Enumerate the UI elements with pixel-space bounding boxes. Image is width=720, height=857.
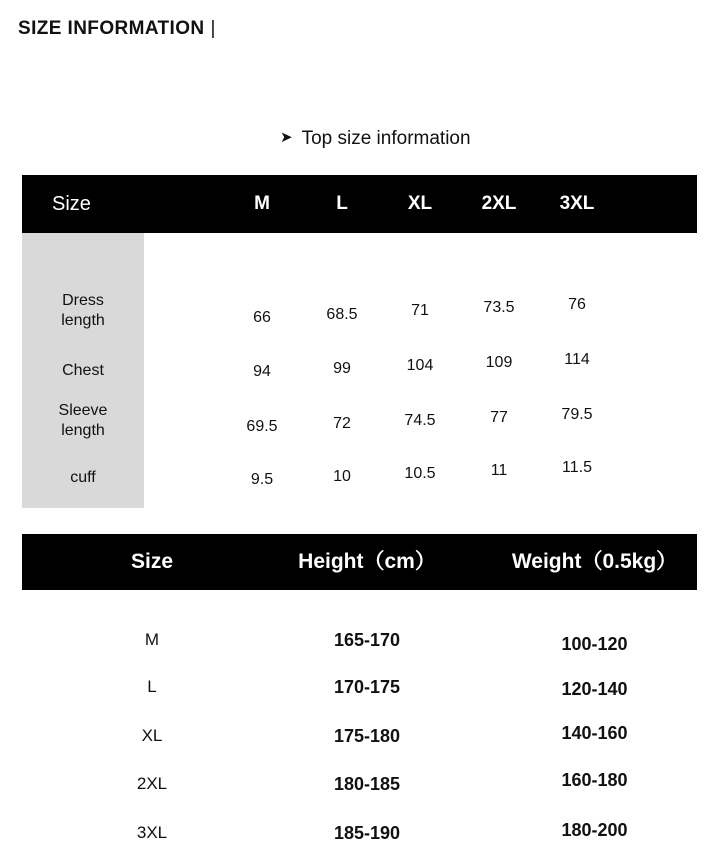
- cell-weight-3xl: 180-200: [561, 820, 628, 840]
- top-size-cell-sleeve-2xl: 77: [490, 409, 508, 426]
- top-size-cell-cuff-l: 10: [333, 468, 351, 485]
- top-size-table-body: [22, 233, 697, 508]
- size-height-weight-table: [22, 534, 697, 843]
- top-size-row-label-dress-length: Dress length: [61, 292, 105, 329]
- cell-height-m: 165-170: [333, 630, 401, 650]
- top-size-cell-sleeve-l: 72: [333, 415, 351, 432]
- top-size-col-xl: XL: [407, 193, 433, 214]
- section-caption-text: Top size information: [301, 128, 471, 149]
- top-size-table-header-row: [22, 175, 697, 233]
- table-row: [22, 712, 697, 760]
- page-title: [18, 18, 216, 40]
- top-size-cell-chest-3xl: 114: [564, 351, 590, 368]
- arrow-bullet-icon: ➤: [280, 129, 293, 146]
- top-size-cell-sleeve-m: 69.5: [246, 418, 278, 435]
- section-caption: [280, 128, 471, 150]
- top-size-row-label-chest: Chest: [62, 362, 104, 379]
- cell-weight-2xl: 160-180: [561, 770, 628, 790]
- cell-size-xl: XL: [141, 726, 163, 745]
- cell-weight-xl: 140-160: [561, 723, 628, 743]
- top-size-row-label-cuff: cuff: [70, 469, 96, 486]
- page-title-bar: |: [210, 18, 216, 39]
- cell-size-l: L: [147, 677, 157, 696]
- top-size-col-3xl: 3XL: [559, 193, 595, 214]
- cell-weight-l: 120-140: [561, 679, 628, 699]
- col-header-weight: Weight（0.5kg）: [511, 550, 678, 573]
- top-size-cell-cuff-3xl: 11.5: [562, 459, 592, 476]
- page-title-text: SIZE INFORMATION: [18, 18, 205, 39]
- top-size-cell-chest-l: 99: [333, 360, 351, 377]
- cell-height-l: 170-175: [333, 677, 401, 697]
- cell-size-2xl: 2XL: [136, 774, 168, 793]
- top-size-cell-sleeve-xl: 74.5: [404, 412, 436, 429]
- cell-size-3xl: 3XL: [136, 823, 168, 842]
- cell-height-xl: 175-180: [333, 726, 401, 746]
- top-size-cell-chest-2xl: 109: [485, 354, 513, 371]
- top-size-cell-cuff-xl: 10.5: [404, 465, 436, 482]
- table-row: [22, 663, 697, 711]
- size-height-weight-header-row: [22, 534, 697, 590]
- top-size-cell-cuff-m: 9.5: [250, 471, 274, 488]
- top-size-cell-dress-3xl: 76: [568, 296, 586, 313]
- top-size-cell-chest-m: 94: [253, 363, 271, 380]
- col-header-height: Height（cm）: [298, 550, 436, 573]
- top-size-cell-sleeve-3xl: 79.5: [561, 406, 593, 423]
- top-size-table: [22, 175, 697, 508]
- top-size-cell-cuff-2xl: 11: [490, 462, 508, 479]
- top-size-cell-chest-xl: 104: [406, 357, 434, 374]
- cell-height-2xl: 180-185: [333, 774, 401, 794]
- top-size-cell-dress-m: 66: [253, 309, 271, 326]
- table-row: [22, 809, 697, 857]
- top-size-col-m: M: [254, 193, 270, 214]
- top-size-table-corner-label: Size: [52, 193, 91, 215]
- top-size-col-2xl: 2XL: [481, 193, 517, 214]
- cell-size-m: M: [144, 630, 160, 649]
- top-size-cell-dress-xl: 71: [411, 302, 429, 319]
- top-size-row-label-sleeve-length: Sleeve length: [58, 402, 108, 439]
- top-size-cell-dress-l: 68.5: [326, 306, 358, 323]
- table-row: [22, 616, 697, 664]
- table-row: [22, 760, 697, 808]
- cell-weight-m: 100-120: [561, 634, 628, 654]
- col-header-size: Size: [130, 550, 174, 573]
- top-size-col-l: L: [336, 193, 348, 214]
- size-height-weight-body: [22, 590, 697, 843]
- cell-height-3xl: 185-190: [333, 823, 401, 843]
- top-size-cell-dress-2xl: 73.5: [483, 299, 515, 316]
